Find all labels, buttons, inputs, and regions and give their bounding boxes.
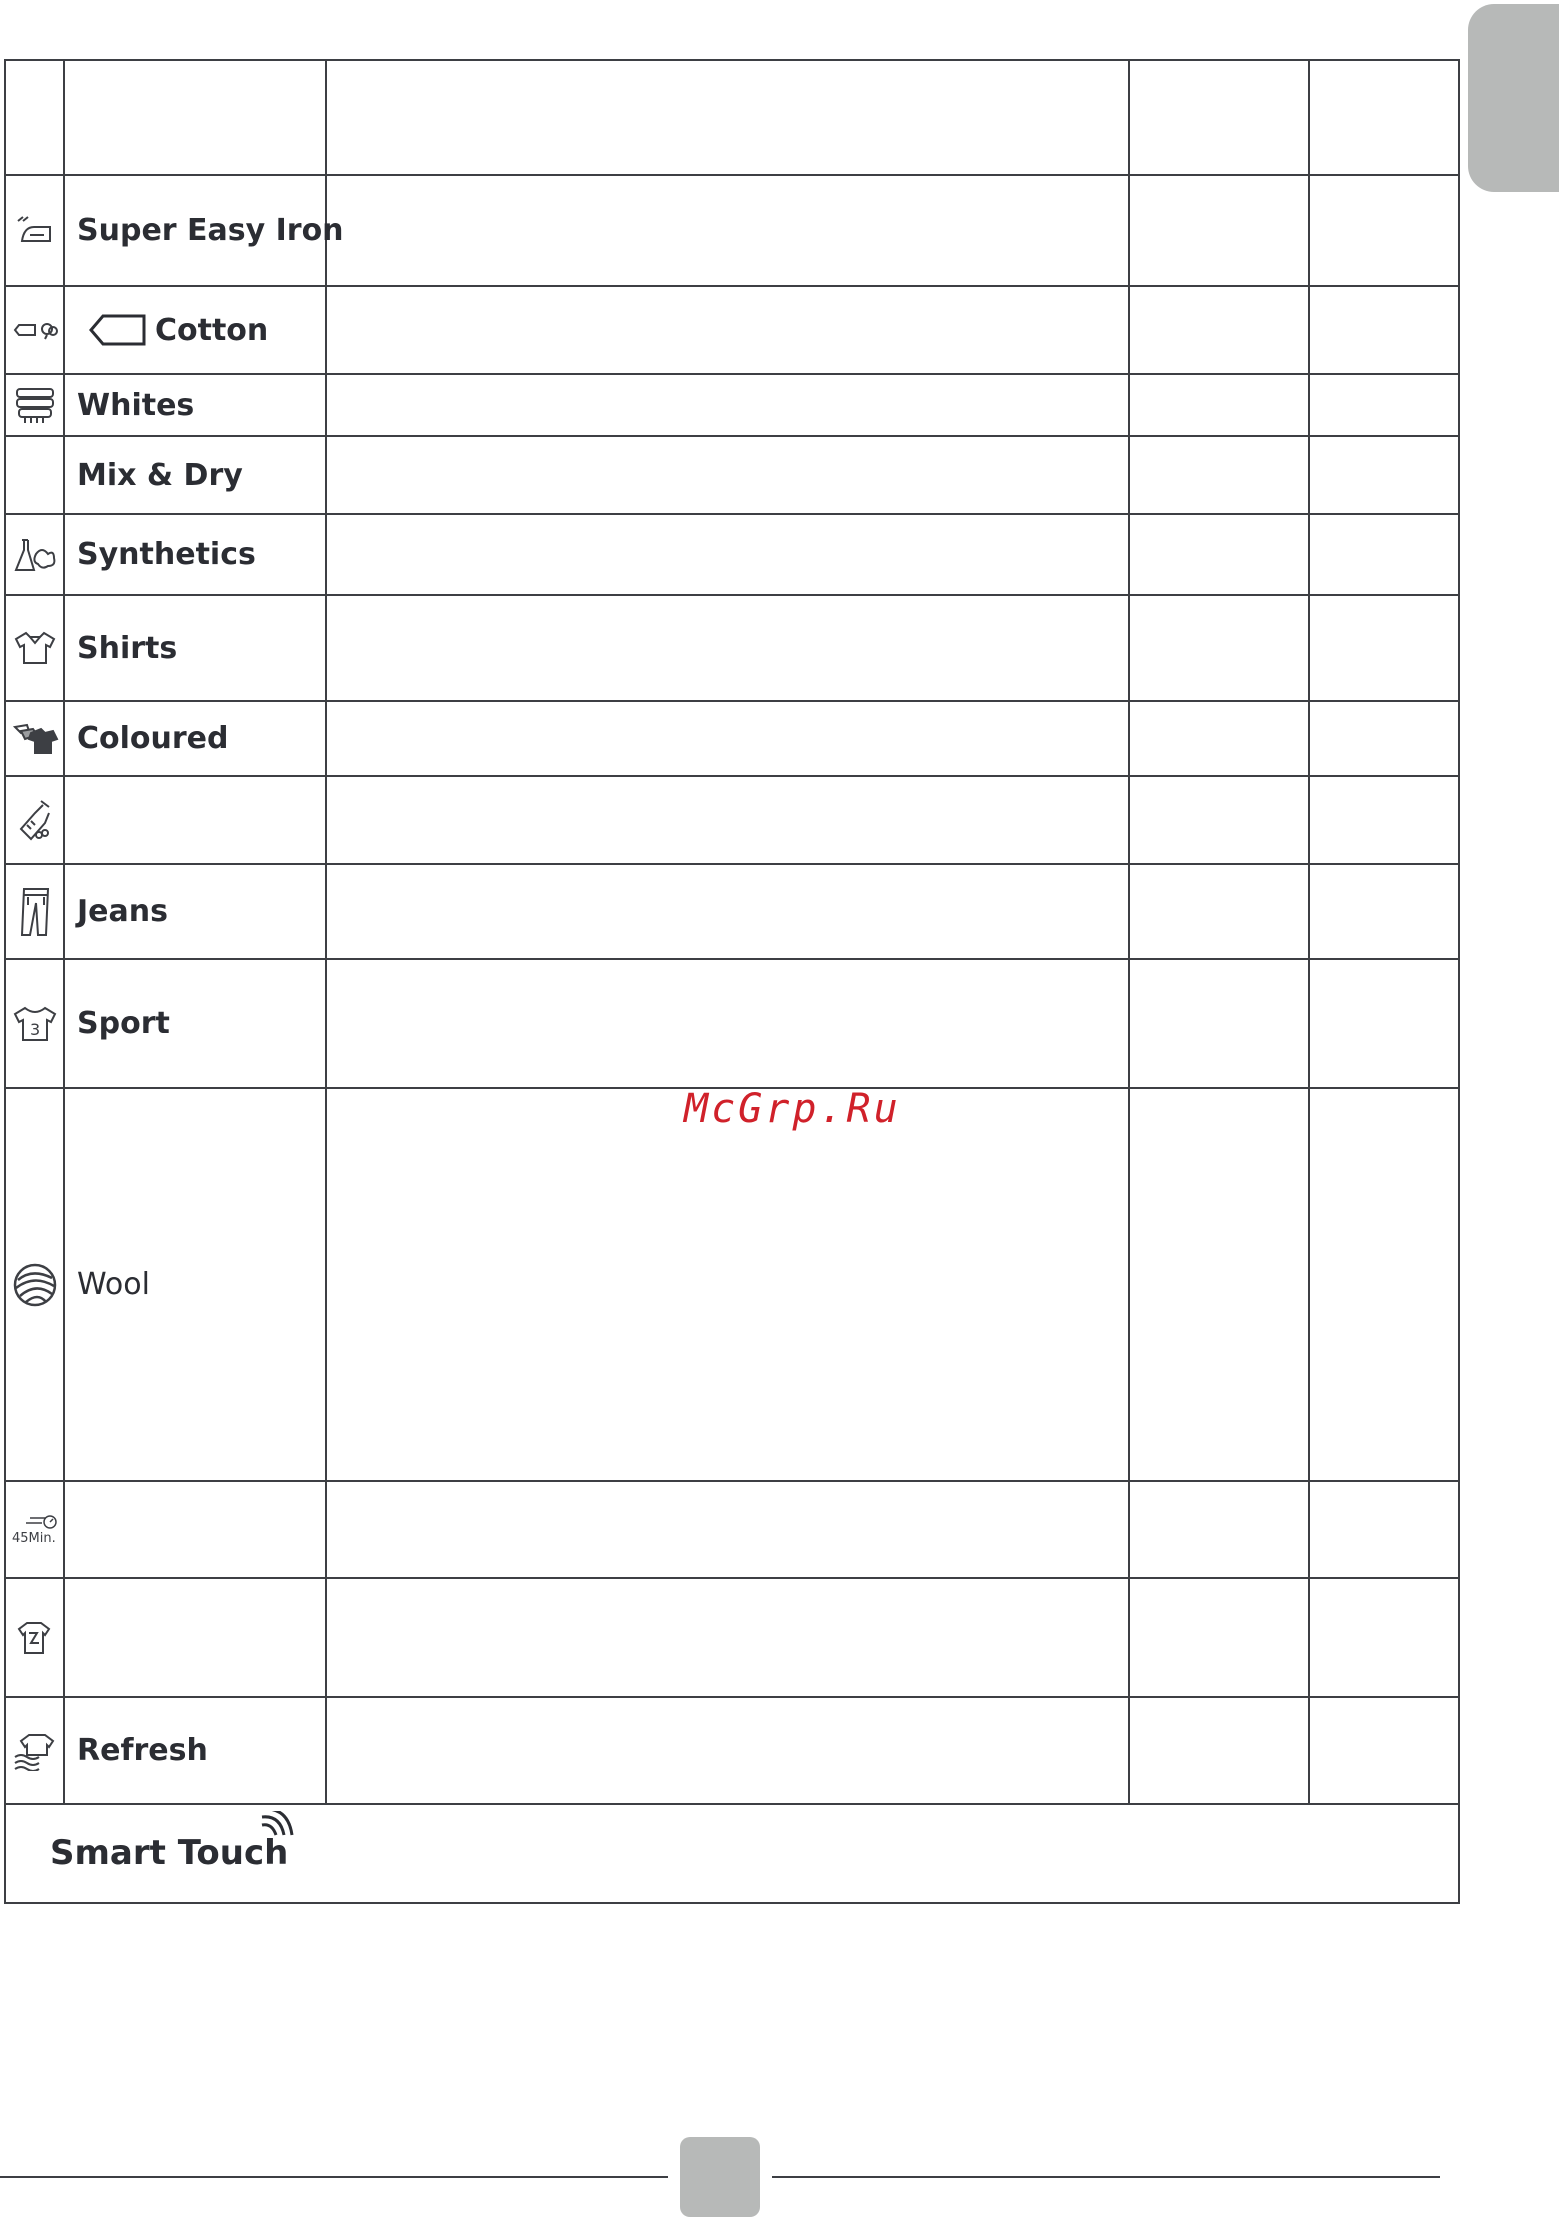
table-row [5,1697,1459,1804]
shirt-icon [12,629,58,667]
programme-name: Cotton [155,312,269,348]
programme-name: Whites [64,374,326,436]
cotton-tag-icon [89,313,147,347]
page-number-box [680,2137,760,2217]
table-row [5,776,1459,864]
table-row [5,436,1459,514]
svg-text:3: 3 [29,1019,40,1039]
table-row [5,1088,1459,1481]
programme-name: Wool [64,1088,326,1481]
table-row [5,374,1459,436]
programme-name: Sport [64,959,326,1088]
programme-name: Synthetics [64,514,326,595]
programme-name: Super Easy Iron [64,175,326,286]
programme-name: Mix & Dry [64,436,326,514]
smart-touch-label: Smart Touch [50,1833,289,1873]
smart-touch-wave-icon [258,1811,298,1851]
cotton-icon [11,319,59,341]
table-row [5,864,1459,959]
watermark: McGrp.Ru [684,1086,901,1132]
hand-wash-shirt-icon [15,1619,55,1657]
table-row [5,175,1459,286]
programme-name [64,776,326,864]
rapid-time-label: 45Min. [11,1530,56,1546]
programme-name [64,1481,326,1578]
iron-icon [14,215,56,247]
baby-bottle-icon [15,797,55,843]
table-row [5,286,1459,374]
coloured-icon [11,721,59,757]
programme-name [64,1578,326,1697]
rapid-45min-icon [10,1512,60,1548]
footer-rule-left [0,2176,668,2178]
smart-touch-row [5,1804,1459,1903]
programme-name: Coloured [64,701,326,776]
whites-icon [13,385,57,425]
table-row [5,1481,1459,1578]
table-row [5,701,1459,776]
table-row [5,595,1459,701]
table-row [5,1578,1459,1697]
jeans-icon [16,885,54,939]
programme-name: Refresh [64,1697,326,1804]
synthetics-icon [12,536,58,574]
sport-shirt-icon [11,1004,59,1044]
programme-name: Shirts [64,595,326,701]
programme-name: Jeans [64,864,326,959]
section-tab [1468,4,1559,192]
table-row [5,514,1459,595]
refresh-shirt-icon [11,1731,59,1771]
table-row [5,959,1459,1088]
footer-rule-right [772,2176,1440,2178]
wool-icon [12,1262,58,1308]
header-row [5,60,1459,175]
programme-table [4,59,1460,1904]
